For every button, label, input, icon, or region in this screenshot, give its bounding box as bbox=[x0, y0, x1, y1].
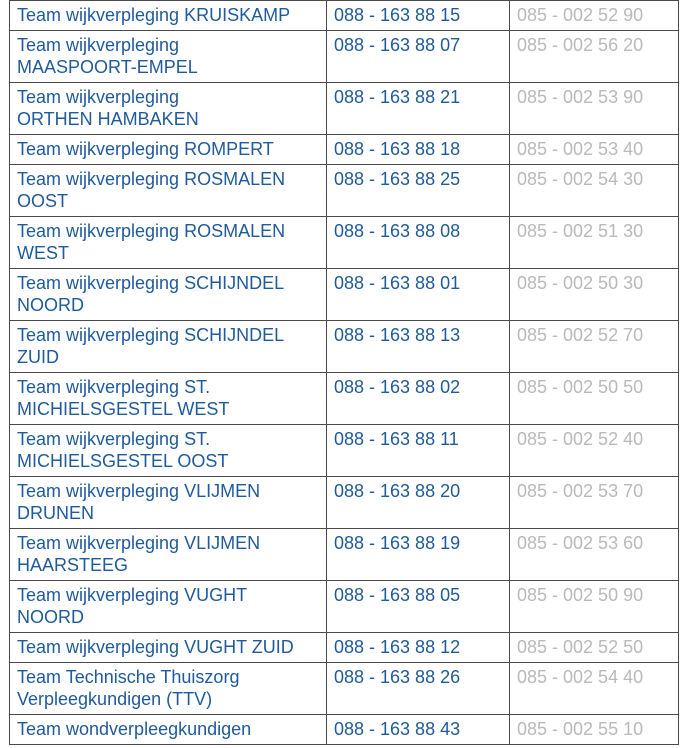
team-name-cell[interactable] bbox=[10, 373, 327, 425]
fax-number: 085 - 002 52 90 bbox=[510, 1, 679, 31]
fax-number: 085 - 002 53 70 bbox=[510, 477, 679, 529]
team-name-cell[interactable] bbox=[10, 217, 327, 269]
contacts-table bbox=[9, 0, 679, 745]
team-name-line[interactable]: WEST bbox=[17, 243, 69, 263]
team-name-line[interactable]: Team wijkverpleging SCHIJNDEL bbox=[17, 273, 285, 293]
team-name-line[interactable]: DRUNEN bbox=[17, 503, 95, 523]
fax-number: 085 - 002 54 40 bbox=[510, 663, 679, 715]
phone-number-link[interactable]: 088 - 163 88 19 bbox=[327, 529, 510, 581]
fax-number: 085 - 002 52 70 bbox=[510, 321, 679, 373]
team-name-line[interactable]: Team wijkverpleging VLIJMEN bbox=[17, 533, 261, 553]
table-row bbox=[10, 135, 679, 165]
team-name-cell[interactable] bbox=[10, 165, 327, 217]
team-name-line[interactable]: Team wijkverpleging KRUISKAMP bbox=[17, 5, 291, 25]
phone-number-link[interactable]: 088 - 163 88 12 bbox=[327, 633, 510, 663]
fax-number: 085 - 002 50 30 bbox=[510, 269, 679, 321]
phone-number-link[interactable]: 088 - 163 88 13 bbox=[327, 321, 510, 373]
table-row bbox=[10, 373, 679, 425]
team-name-line[interactable]: Team wijkverpleging bbox=[17, 87, 180, 107]
fax-number: 085 - 002 56 20 bbox=[510, 31, 679, 83]
team-name-line[interactable]: Team wijkverpleging bbox=[17, 35, 180, 55]
team-name-cell[interactable] bbox=[10, 663, 327, 715]
phone-number-link[interactable]: 088 - 163 88 05 bbox=[327, 581, 510, 633]
phone-number-link[interactable]: 088 - 163 88 25 bbox=[327, 165, 510, 217]
phone-number-link[interactable]: 088 - 163 88 02 bbox=[327, 373, 510, 425]
fax-number: 085 - 002 53 40 bbox=[510, 135, 679, 165]
team-name-cell[interactable] bbox=[10, 425, 327, 477]
team-name-cell[interactable] bbox=[10, 269, 327, 321]
team-name-line[interactable]: Team wijkverpleging VUGHT ZUID bbox=[17, 637, 294, 657]
team-name-line[interactable]: Team wondverpleegkundigen bbox=[17, 719, 252, 739]
team-name-cell[interactable] bbox=[10, 31, 327, 83]
team-name-line[interactable]: Team wijkverpleging ST. bbox=[17, 377, 211, 397]
table-row bbox=[10, 1, 679, 31]
team-name-line[interactable]: Team wijkverpleging ST. bbox=[17, 429, 211, 449]
team-name-line[interactable]: HAARSTEEG bbox=[17, 555, 129, 575]
phone-number-link[interactable]: 088 - 163 88 15 bbox=[327, 1, 510, 31]
phone-number-link[interactable]: 088 - 163 88 21 bbox=[327, 83, 510, 135]
fax-number: 085 - 002 52 40 bbox=[510, 425, 679, 477]
team-name-line[interactable]: Verpleegkundigen (TTV) bbox=[17, 689, 213, 709]
fax-number: 085 - 002 55 10 bbox=[510, 715, 679, 745]
table-row bbox=[10, 581, 679, 633]
contacts-table-body bbox=[10, 1, 679, 745]
fax-number: 085 - 002 50 90 bbox=[510, 581, 679, 633]
phone-number-link[interactable]: 088 - 163 88 20 bbox=[327, 477, 510, 529]
team-name-line[interactable]: MAASPOORT-EMPEL bbox=[17, 57, 198, 77]
team-name-cell[interactable] bbox=[10, 581, 327, 633]
team-name-line[interactable]: Team wijkverpleging VUGHT bbox=[17, 585, 248, 605]
team-name-line[interactable]: Team Technische Thuiszorg bbox=[17, 667, 240, 687]
table-row bbox=[10, 633, 679, 663]
fax-number: 085 - 002 54 30 bbox=[510, 165, 679, 217]
team-name-cell[interactable] bbox=[10, 477, 327, 529]
phone-number-link[interactable]: 088 - 163 88 07 bbox=[327, 31, 510, 83]
phone-number-link[interactable]: 088 - 163 88 08 bbox=[327, 217, 510, 269]
team-name-cell[interactable] bbox=[10, 135, 327, 165]
table-row bbox=[10, 31, 679, 83]
team-name-line[interactable]: ORTHEN HAMBAKEN bbox=[17, 109, 199, 129]
team-name-line[interactable]: MICHIELSGESTEL OOST bbox=[17, 451, 229, 471]
fax-number: 085 - 002 50 50 bbox=[510, 373, 679, 425]
team-name-cell[interactable] bbox=[10, 1, 327, 31]
team-name-line[interactable]: NOORD bbox=[17, 607, 84, 627]
team-name-cell[interactable] bbox=[10, 715, 327, 745]
team-name-cell[interactable] bbox=[10, 529, 327, 581]
phone-number-link[interactable]: 088 - 163 88 26 bbox=[327, 663, 510, 715]
fax-number: 085 - 002 52 50 bbox=[510, 633, 679, 663]
team-name-line[interactable]: Team wijkverpleging ROMPERT bbox=[17, 139, 274, 159]
table-row bbox=[10, 165, 679, 217]
team-name-cell[interactable] bbox=[10, 321, 327, 373]
team-name-cell[interactable] bbox=[10, 83, 327, 135]
table-row bbox=[10, 269, 679, 321]
table-row bbox=[10, 83, 679, 135]
team-name-line[interactable]: ZUID bbox=[17, 347, 59, 367]
table-row bbox=[10, 715, 679, 745]
team-name-line[interactable]: OOST bbox=[17, 191, 69, 211]
phone-number-link[interactable]: 088 - 163 88 43 bbox=[327, 715, 510, 745]
fax-number: 085 - 002 53 90 bbox=[510, 83, 679, 135]
team-name-line[interactable]: Team wijkverpleging SCHIJNDEL bbox=[17, 325, 285, 345]
table-row bbox=[10, 425, 679, 477]
table-row bbox=[10, 217, 679, 269]
team-name-line[interactable]: Team wijkverpleging ROSMALEN bbox=[17, 221, 286, 241]
table-row bbox=[10, 529, 679, 581]
fax-number: 085 - 002 53 60 bbox=[510, 529, 679, 581]
team-name-line[interactable]: NOORD bbox=[17, 295, 84, 315]
team-name-cell[interactable] bbox=[10, 633, 327, 663]
table-row bbox=[10, 321, 679, 373]
fax-number: 085 - 002 51 30 bbox=[510, 217, 679, 269]
phone-number-link[interactable]: 088 - 163 88 11 bbox=[327, 425, 510, 477]
team-name-line[interactable]: Team wijkverpleging VLIJMEN bbox=[17, 481, 261, 501]
phone-number-link[interactable]: 088 - 163 88 18 bbox=[327, 135, 510, 165]
table-row bbox=[10, 663, 679, 715]
phone-number-link[interactable]: 088 - 163 88 01 bbox=[327, 269, 510, 321]
team-name-line[interactable]: Team wijkverpleging ROSMALEN bbox=[17, 169, 286, 189]
team-name-line[interactable]: MICHIELSGESTEL WEST bbox=[17, 399, 230, 419]
table-row bbox=[10, 477, 679, 529]
